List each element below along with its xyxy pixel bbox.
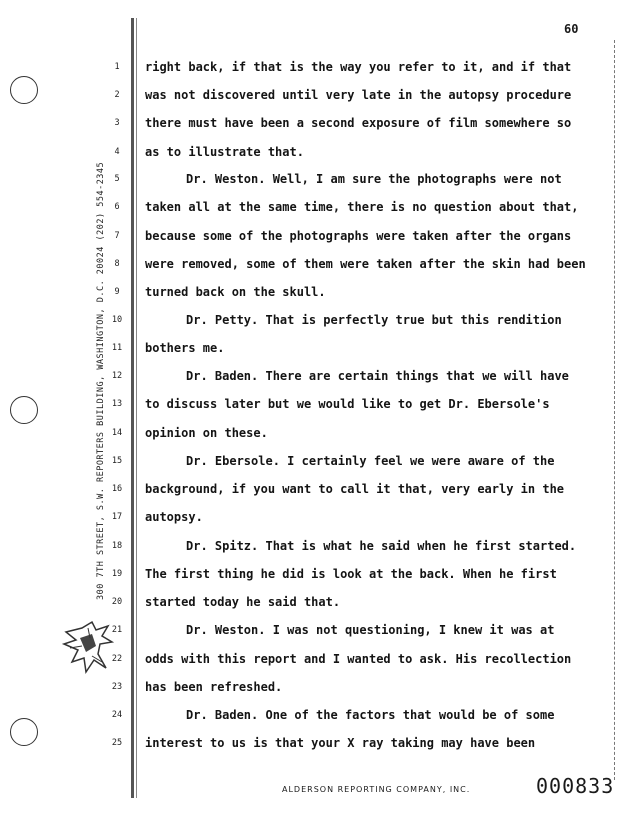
line-number: 2 [114,90,120,100]
transcript-line: to discuss later but we would like to get Dr. Ebersole's [145,397,550,411]
line-number: 17 [111,512,123,522]
bates-number: 000833 [536,774,615,798]
line-number: 6 [114,202,120,212]
transcript-line: Dr. Ebersole. I certainly feel we were aware of the [186,454,555,468]
transcript-line: bothers me. [145,341,225,355]
binder-hole-bottom [10,718,38,746]
transcript-line: was not discovered until very late in the autopsy procedure [145,88,572,102]
side-address: 300 7TH STREET, S.W. REPORTERS BUILDING, WASHINGTON, D.C. 20024 (202) 554-2345 [96,161,106,600]
line-number: 9 [114,287,120,297]
transcript-line: Dr. Weston. Well, I am sure the photographs were not [186,172,562,186]
line-number: 21 [111,625,123,635]
margin-rule-inner [136,18,137,798]
line-number: 24 [111,710,123,720]
line-number: 16 [111,484,123,494]
line-number: 13 [111,399,123,409]
line-number: 15 [111,456,123,466]
line-number: 14 [111,428,123,438]
transcript-line: interest to us is that your X ray taking may have been [145,736,536,750]
line-number: 7 [114,231,120,241]
transcript-line: The first thing he did is look at the back. When he first [145,567,557,581]
line-number: 4 [114,147,120,157]
transcript-line: Dr. Weston. I was not questioning, I knew it was at [186,623,555,637]
transcript-line: right back, if that is the way you refer to it, and if that [145,60,572,74]
transcript-line: has been refreshed. [145,680,283,694]
transcript-line: there must have been a second exposure of film somewhere so [145,116,572,130]
line-number: 10 [111,315,123,325]
line-number: 3 [114,118,120,128]
transcript-line: opinion on these. [145,426,268,440]
transcript-line: were removed, some of them were taken after the skin had been [145,257,586,271]
page-number: 60 [564,22,579,36]
transcript-line: autopsy. [145,510,203,524]
transcript-line: because some of the photographs were taken after the organs [145,229,572,243]
line-number: 25 [111,738,123,748]
line-number: 20 [111,597,123,607]
line-number: 8 [114,259,120,269]
line-number: 1 [114,62,120,72]
right-edge-rule [614,40,616,780]
binder-hole-middle [10,396,38,424]
transcript-line: Dr. Baden. There are certain things that we will have [186,369,569,383]
transcript-line: Dr. Baden. One of the factors that would be of some [186,708,555,722]
transcript-line: odds with this report and I wanted to ask. His recollection [145,652,572,666]
transcript-line: Dr. Spitz. That is what he said when he first started. [186,539,577,553]
transcript-line: taken all at the same time, there is no question about that, [145,200,579,214]
line-number: 11 [111,343,123,353]
transcript-line: started today he said that. [145,595,341,609]
line-number: 19 [111,569,123,579]
transcript-line: background, if you want to call it that, very early in the [145,482,565,496]
transcript-line: as to illustrate that. [145,145,304,159]
line-number: 23 [111,682,123,692]
transcript-line: turned back on the skull. [145,285,326,299]
margin-rule [131,18,134,798]
line-number: 12 [111,371,123,381]
binder-hole-top [10,76,38,104]
line-number: 22 [111,654,123,664]
footer-company: ALDERSON REPORTING COMPANY, INC. [282,785,471,794]
line-number: 18 [111,541,123,551]
transcript-line: Dr. Petty. That is perfectly true but this rendition [186,313,562,327]
line-number: 5 [114,174,120,184]
